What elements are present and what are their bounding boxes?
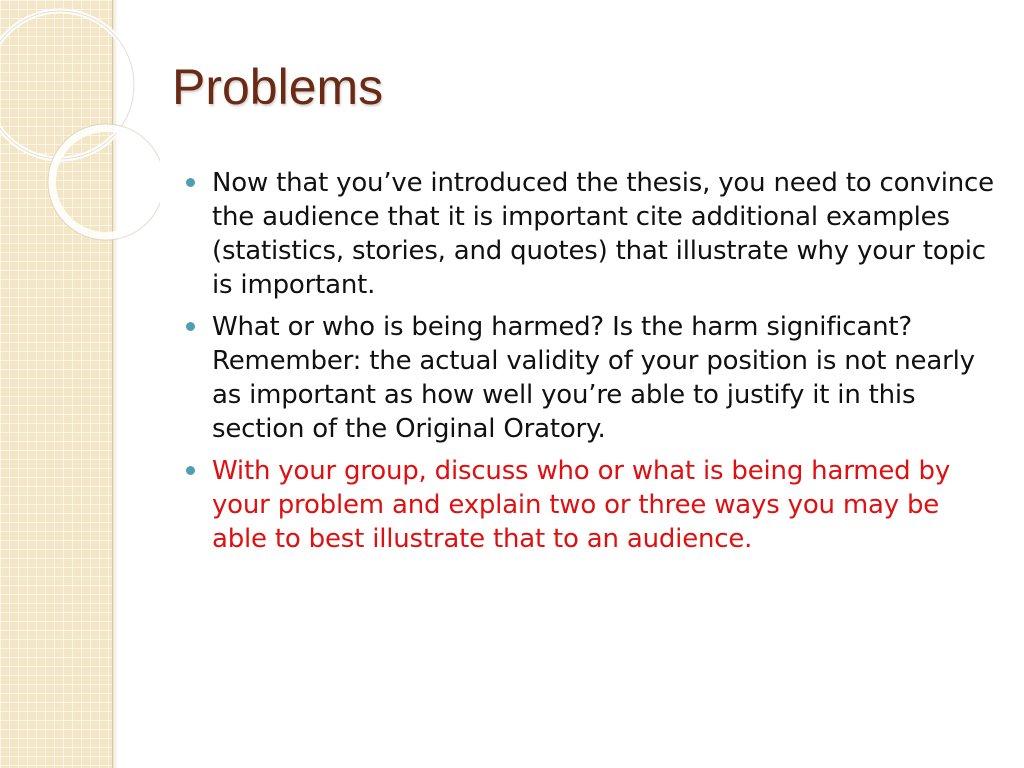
decorative-ring-large	[0, 11, 134, 159]
bullet-dot-icon	[186, 178, 195, 187]
bullet-text: Now that you’ve introduced the thesis, you need to convince the audience that it is important cite additional examples (statistics, stories, and quotes) that illustrate why your topic is important.	[212, 168, 994, 300]
bullet-item	[186, 454, 996, 556]
bullet-text: What or who is being harmed? Is the harm significant? Remember: the actual validity of your position is not nearly as important as how well you’re able to justify it in this section of the Original Oratory.	[212, 312, 975, 444]
bullet-list	[186, 166, 996, 564]
slide-title: Problems	[172, 59, 384, 115]
decorative-rings	[0, 0, 160, 260]
bullet-text-highlighted: With your group, discuss who or what is being harmed by your problem and explain two or three ways you may be able to best illustrate that to an audience.	[212, 456, 951, 554]
bullet-item	[186, 166, 996, 302]
bullet-dot-icon	[186, 322, 195, 331]
bullet-item	[186, 310, 996, 446]
bullet-dot-icon	[186, 466, 195, 475]
